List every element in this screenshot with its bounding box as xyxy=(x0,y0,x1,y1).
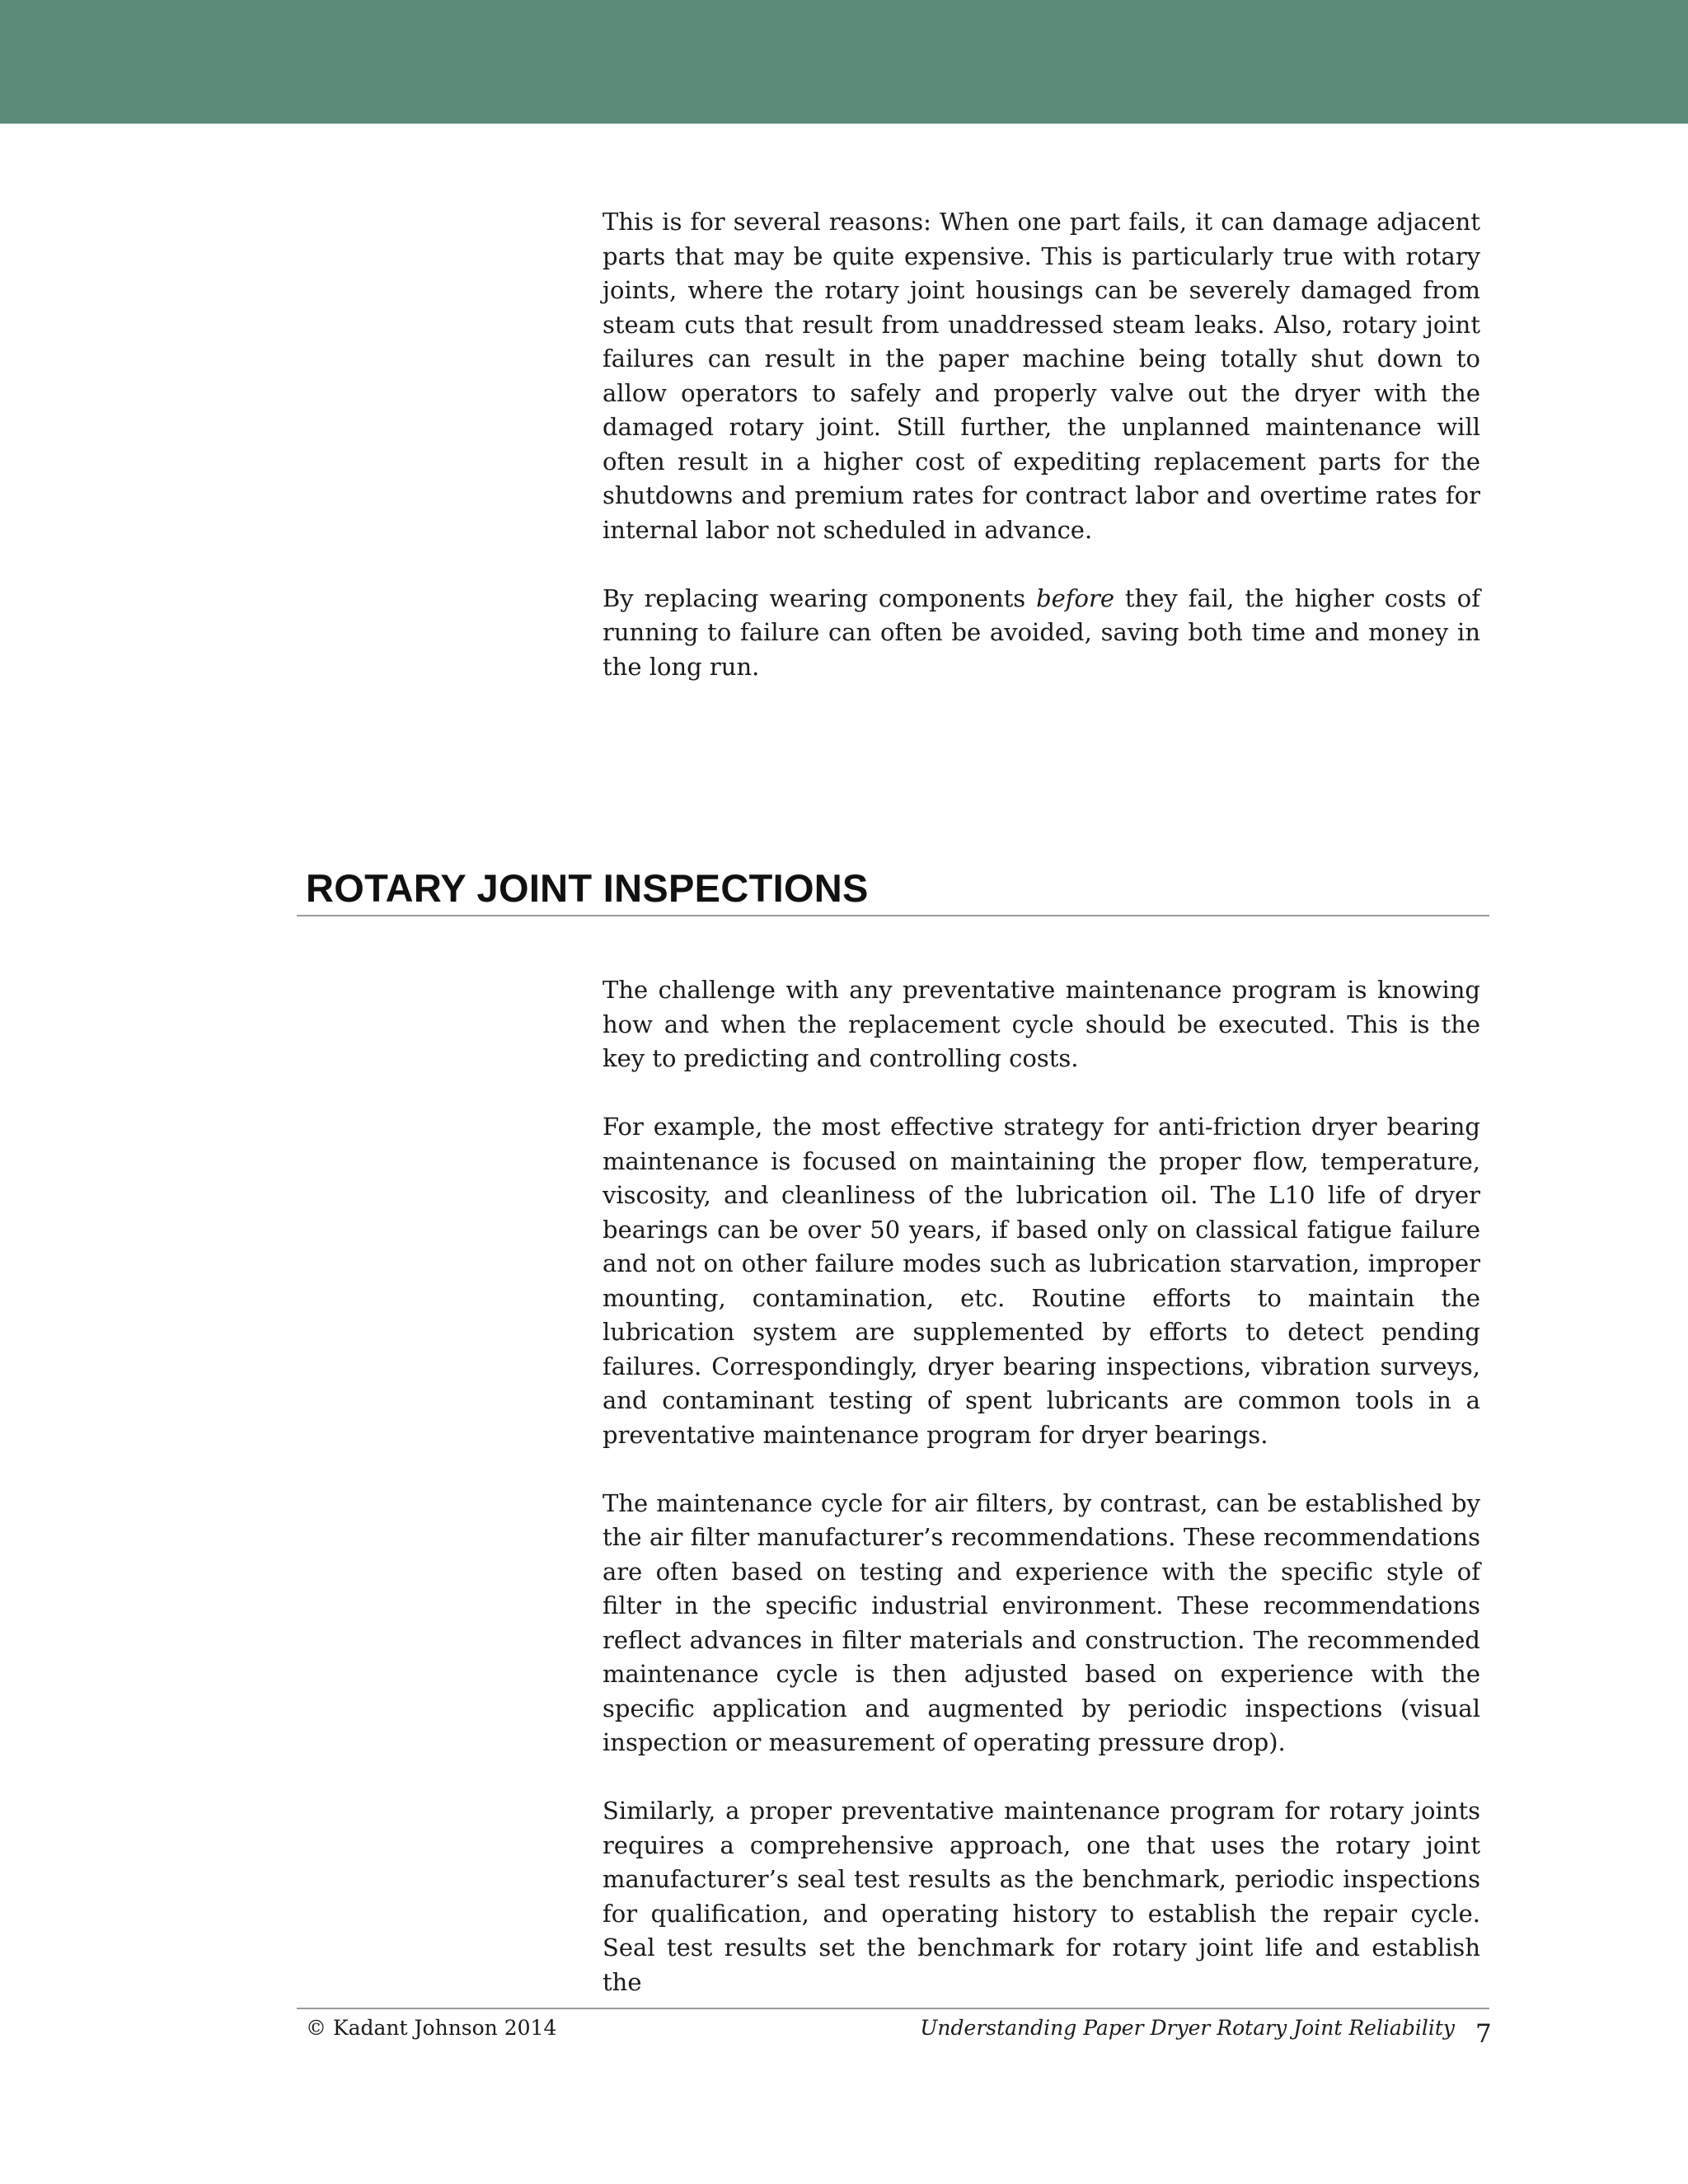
intro-paragraph-2-start: By replacing wearing components xyxy=(603,583,1037,612)
intro-text-block xyxy=(603,205,1480,684)
section-text-block xyxy=(603,973,1480,1999)
header-band xyxy=(0,0,1688,124)
intro-paragraph-2 xyxy=(603,582,1480,685)
section-paragraph-2: For example, the most effective strategy for anti-friction dryer bearing maintenance is focused on maintaining the proper flow, temperature, viscosity, and cleanliness of the lubrication oil. The L10 life of dryer bearings can be over 50 years, if based only on classical fatigue failure and not on other failure modes such as lubrication starvation, improper mounting, contamination, etc. Routine efforts to maintain the lubrication system are supplemented by efforts to detect pending failures. Correspondingly, dryer bearing inspections, vibration surveys, and contaminant testing of spent lubricants are common tools in a preventative maintenance program for dryer bearings. xyxy=(603,1113,1480,1449)
intro-paragraph-1: This is for several reasons: When one part fails, it can damage adjacent parts that may be quite expensive. This is particularly true with rotary joints, where the rotary joint housings can be severely damaged from steam cuts that result from unaddressed steam leaks. Also, rotary joint failures can result in the paper machine being totally shut down to allow operators to safely and properly valve out the dryer with the damaged rotary joint. Still further, the unplanned maintenance will often result in a higher cost of expediting replacement parts for the shutdowns and premium rates for contract labor and overtime rates for internal labor not scheduled in advance. xyxy=(603,208,1480,544)
section-paragraph-1: The challenge with any preventative maintenance program is knowing how and when the replacement cycle should be executed. This is the key to predicting and controlling costs. xyxy=(603,976,1480,1072)
footer-document-title: Understanding Paper Dryer Rotary Joint Reliability xyxy=(920,2016,1455,2040)
intro-paragraph-2-end: they fail, the higher costs of running to failure can often be avoided, saving both time and money in the long run. xyxy=(603,583,1480,681)
heading-divider xyxy=(297,915,1489,916)
section-heading: ROTARY JOINT INSPECTIONS xyxy=(306,866,869,910)
section-paragraph-4: Similarly, a proper preventative maintenance program for rotary joints requires a comprehensive approach, one that uses the rotary joint manufacturer’s seal test results as the benchmark, periodic inspections for qualification, and operating history to establish the repair cycle. Seal test results set the benchmark for rotary joint life and establish the xyxy=(603,1797,1480,1996)
section-paragraph-3: The maintenance cycle for air filters, by contrast, can be established by the air filter manufacturer’s recommendations. These recommendations are often based on testing and experience with the specific style of filter in the specific industrial environment. These recommendations reflect advances in filter materials and construction. The recommended maintenance cycle is then adjusted based on experience with the specific application and augmented by periodic inspections (visual inspection or measurement of operating pressure drop). xyxy=(603,1488,1480,1756)
footer-divider xyxy=(297,2008,1489,2009)
footer-copyright: © Kadant Johnson 2014 xyxy=(306,2016,557,2040)
page-number: 7 xyxy=(1475,2019,1492,2049)
intro-paragraph-2-emphasis: before xyxy=(1036,583,1115,612)
